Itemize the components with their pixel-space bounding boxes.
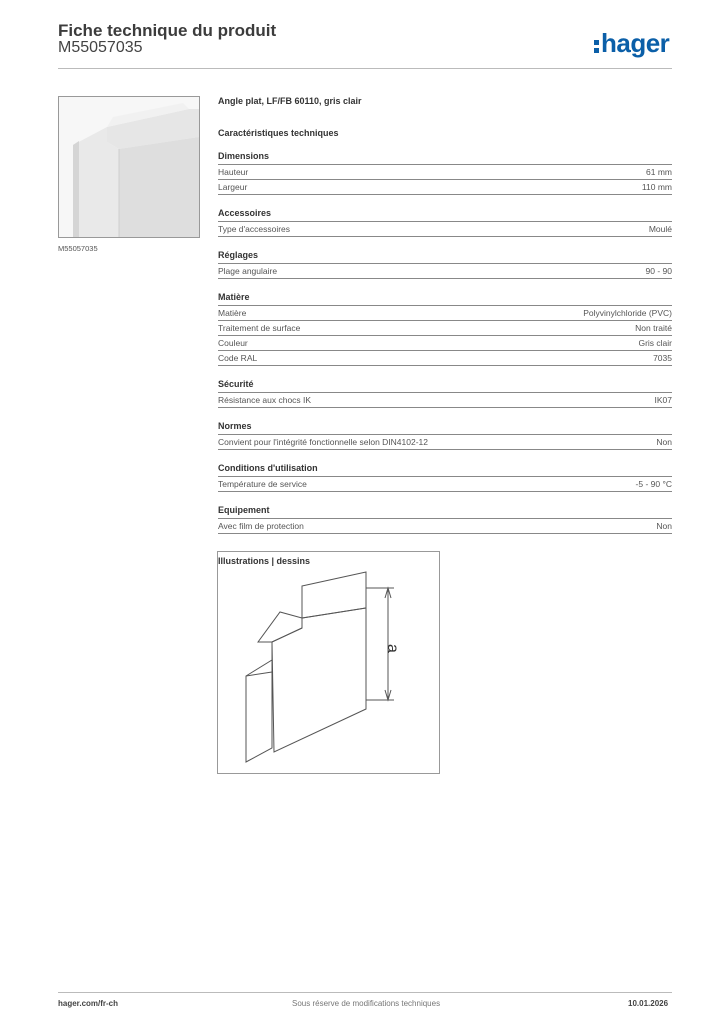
photo-caption: M55057035 bbox=[58, 244, 98, 253]
spec-group bbox=[218, 504, 672, 534]
spec-label: Traitement de surface bbox=[218, 323, 301, 333]
spec-group bbox=[218, 420, 672, 450]
spec-label: Couleur bbox=[218, 338, 248, 348]
product-code: M55057035 bbox=[58, 39, 143, 56]
spec-value: Gris clair bbox=[638, 338, 672, 348]
spec-label: Résistance aux chocs IK bbox=[218, 395, 312, 405]
spec-row bbox=[218, 264, 672, 279]
header-divider bbox=[58, 68, 672, 69]
spec-group-title: Sécurité bbox=[218, 378, 672, 393]
spec-group-title: Normes bbox=[218, 420, 672, 435]
spec-group-title: Conditions d'utilisation bbox=[218, 462, 672, 477]
spec-value: 7035 bbox=[653, 353, 672, 363]
spec-row bbox=[218, 351, 672, 366]
spec-value: 110 mm bbox=[641, 182, 672, 192]
spec-label: Plage angulaire bbox=[218, 266, 278, 276]
spec-label: Hauteur bbox=[218, 167, 249, 177]
spec-row bbox=[218, 180, 672, 195]
spec-label: Température de service bbox=[218, 479, 307, 489]
spec-group-title: Accessoires bbox=[218, 207, 672, 222]
spec-row bbox=[218, 306, 672, 321]
logo-text: hager bbox=[601, 28, 670, 58]
footer-divider bbox=[58, 992, 672, 993]
spec-group bbox=[218, 462, 672, 492]
spec-row bbox=[218, 477, 672, 492]
product-photo bbox=[58, 96, 200, 238]
spec-group bbox=[218, 291, 672, 366]
spec-row bbox=[218, 165, 672, 180]
spec-value: Moulé bbox=[648, 224, 672, 234]
spec-group bbox=[218, 150, 672, 195]
dimension-label: a bbox=[384, 644, 401, 653]
spec-value: Non bbox=[656, 521, 672, 531]
spec-row bbox=[218, 222, 672, 237]
spec-group-title: Equipement bbox=[218, 504, 672, 519]
footer-date: 10.01.2026 bbox=[628, 999, 669, 1008]
spec-label: Convient pour l'intégrité fonctionnelle selon DIN4102-12 bbox=[218, 437, 429, 447]
spec-value: -5 - 90 °C bbox=[635, 479, 672, 489]
section-title: Caractéristiques techniques bbox=[218, 128, 339, 138]
spec-value: Non bbox=[656, 437, 672, 447]
spec-row bbox=[218, 321, 672, 336]
spec-group-title: Matière bbox=[218, 291, 672, 306]
spec-label: Code RAL bbox=[218, 353, 258, 363]
spec-content bbox=[218, 96, 672, 566]
illustrations-title: Illustrations | dessins bbox=[218, 556, 311, 566]
spec-groups bbox=[218, 150, 672, 534]
spec-row bbox=[218, 435, 672, 450]
spec-label: Largeur bbox=[218, 182, 248, 192]
spec-row bbox=[218, 519, 672, 534]
spec-group-title: Réglages bbox=[218, 249, 672, 264]
spec-value: Non traité bbox=[635, 323, 672, 333]
spec-value: 90 - 90 bbox=[645, 266, 672, 276]
spec-group bbox=[218, 249, 672, 279]
spec-label: Matière bbox=[218, 308, 247, 318]
spec-row bbox=[218, 336, 672, 351]
hager-logo[interactable] bbox=[594, 28, 669, 59]
page-title: Fiche technique du produit bbox=[58, 21, 277, 40]
spec-group bbox=[218, 378, 672, 408]
spec-label: Avec film de protection bbox=[218, 521, 304, 531]
footer-website-link[interactable]: hager.com/fr-ch bbox=[58, 999, 119, 1008]
spec-value: 61 mm bbox=[646, 167, 672, 177]
technical-drawing-image bbox=[218, 552, 439, 773]
spec-label: Type d'accessoires bbox=[218, 224, 291, 234]
product-name: Angle plat, LF/FB 60110, gris clair bbox=[218, 96, 362, 106]
product-photo-image bbox=[59, 97, 199, 237]
spec-value: Polyvinylchloride (PVC) bbox=[583, 308, 672, 318]
technical-drawing bbox=[217, 551, 440, 774]
logo-dots-icon bbox=[594, 37, 599, 53]
spec-row bbox=[218, 393, 672, 408]
spec-group bbox=[218, 207, 672, 237]
spec-group-title: Dimensions bbox=[218, 150, 672, 165]
spec-value: IK07 bbox=[654, 395, 672, 405]
footer-disclaimer: Sous réserve de modifications techniques bbox=[292, 999, 441, 1008]
